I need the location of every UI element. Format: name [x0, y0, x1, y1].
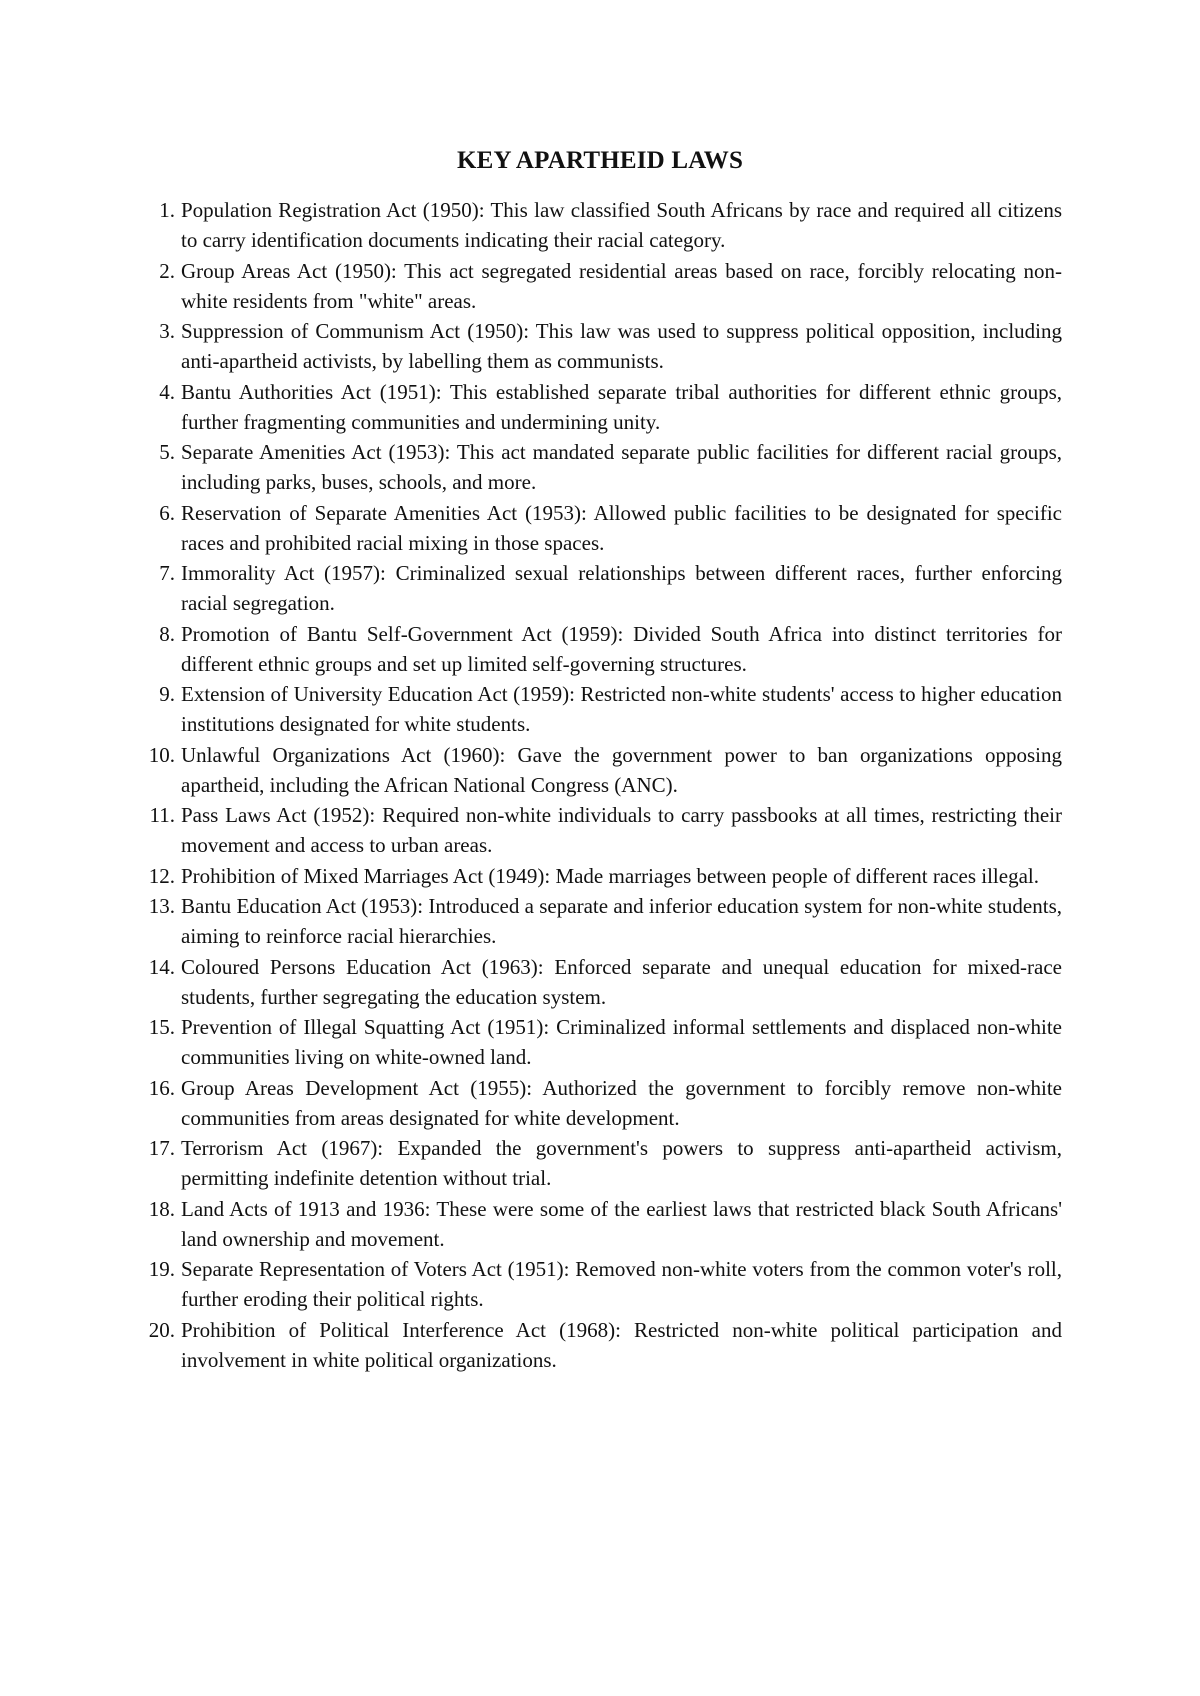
list-item-number: 3. [159, 319, 175, 343]
list-item [137, 437, 1062, 497]
list-item [137, 1012, 1062, 1072]
list-item [137, 498, 1062, 558]
list-item-text: Group Areas Development Act (1955): Authorized the government to forcibly remove non-white communities from areas designated for white development. [181, 1075, 1062, 1130]
list-item [137, 1254, 1062, 1314]
law-list [137, 195, 1062, 1375]
list-item-text: Promotion of Bantu Self-Government Act (1959): Divided South Africa into distinct territories for different ethnic groups and set up limited self-governing structures. [181, 621, 1062, 676]
list-item [137, 800, 1062, 860]
list-item-number: 9. [159, 682, 175, 706]
list-item-number: 20. [148, 1317, 175, 1342]
list-item-number: 4. [159, 379, 175, 404]
list-item-number: 14. [148, 954, 175, 979]
list-item-number: 19. [148, 1257, 175, 1281]
list-item-number: 12. [148, 863, 175, 888]
list-item-text: Group Areas Act (1950): This act segregated residential areas based on race, forcibly relocating non-white residents from "white" areas. [181, 258, 1062, 313]
list-item-number: 1. [159, 198, 175, 222]
list-item-text: Bantu Education Act (1953): Introduced a separate and inferior education system for non-white students, aiming to reinforce racial hierarchies. [181, 894, 1062, 948]
list-item [137, 256, 1062, 316]
list-item-text: Suppression of Communism Act (1950): This law was used to suppress political opposition, including anti-apartheid activists, by labelling them as communists. [181, 319, 1062, 373]
page-title: KEY APARTHEID LAWS [456, 147, 744, 174]
list-item-text: Unlawful Organizations Act (1960): Gave the government power to ban organizations opposing apartheid, including the African National Congress (ANC). [181, 742, 1062, 797]
list-item-text: Reservation of Separate Amenities Act (1953): Allowed public facilities to be designated for specific races and prohibited racial mixing in those spaces. [181, 500, 1062, 555]
list-item-text: Pass Laws Act (1952): Required non-white individuals to carry passbooks at all times, restricting their movement and access to urban areas. [181, 803, 1062, 857]
list-item [137, 1194, 1062, 1254]
list-item-number: 7. [159, 561, 175, 585]
list-item-number: 18. [148, 1196, 175, 1221]
list-item [137, 1073, 1062, 1133]
list-item [137, 619, 1062, 679]
list-item-text: Bantu Authorities Act (1951): This established separate tribal authorities for different ethnic groups, further fragmenting communities and undermining unity. [181, 379, 1062, 434]
list-item [137, 740, 1062, 800]
list-item-text: Extension of University Education Act (1959): Restricted non-white students' access to higher education institutions designated for white students. [181, 682, 1062, 736]
list-item [137, 679, 1062, 739]
list-item-number: 13. [148, 894, 175, 918]
list-item-number: 17. [148, 1136, 175, 1160]
list-item-text: Prohibition of Political Interference Act (1968): Restricted non-white political participation and involvement in white political organizations. [181, 1317, 1062, 1372]
list-item [137, 316, 1062, 376]
list-item [137, 195, 1062, 255]
list-item-number: 15. [148, 1015, 175, 1039]
list-item [137, 558, 1062, 618]
list-item [137, 861, 1062, 891]
list-item-text: Coloured Persons Education Act (1963): Enforced separate and unequal education for mixed-race students, further segregating the education system. [181, 954, 1062, 1009]
list-item-number: 11. [149, 803, 175, 827]
list-item-text: Separate Representation of Voters Act (1951): Removed non-white voters from the common voter's roll, further eroding their political rights. [181, 1257, 1062, 1311]
list-item [137, 1133, 1062, 1193]
list-item-number: 10. [148, 742, 175, 767]
list-item-number: 5. [159, 440, 175, 464]
list-item-number: 8. [159, 621, 175, 646]
list-item-text: Immorality Act (1957): Criminalized sexual relationships between different races, further enforcing racial segregation. [181, 561, 1062, 615]
list-item-number: 16. [148, 1075, 175, 1100]
list-item-number: 2. [159, 258, 175, 283]
list-item [137, 952, 1062, 1012]
list-item-text: Prevention of Illegal Squatting Act (1951): Criminalized informal settlements and displaced non-white communities living on white-owned land. [181, 1015, 1062, 1069]
list-item-text: Separate Amenities Act (1953): This act mandated separate public facilities for different racial groups, including parks, buses, schools, and more. [181, 440, 1062, 494]
list-item-number: 6. [159, 500, 175, 525]
list-item-text: Prohibition of Mixed Marriages Act (1949): Made marriages between people of different races illegal. [181, 863, 1039, 888]
list-item [137, 1315, 1062, 1375]
list-item [137, 891, 1062, 951]
list-item-text: Land Acts of 1913 and 1936: These were some of the earliest laws that restricted black South Africans' land ownership and movement. [181, 1196, 1062, 1251]
list-item [137, 377, 1062, 437]
list-item-text: Population Registration Act (1950): This law classified South Africans by race and required all citizens to carry identification documents indicating their racial category. [181, 198, 1062, 252]
list-item-text: Terrorism Act (1967): Expanded the government's powers to suppress anti-apartheid activism, permitting indefinite detention without trial. [181, 1136, 1062, 1190]
